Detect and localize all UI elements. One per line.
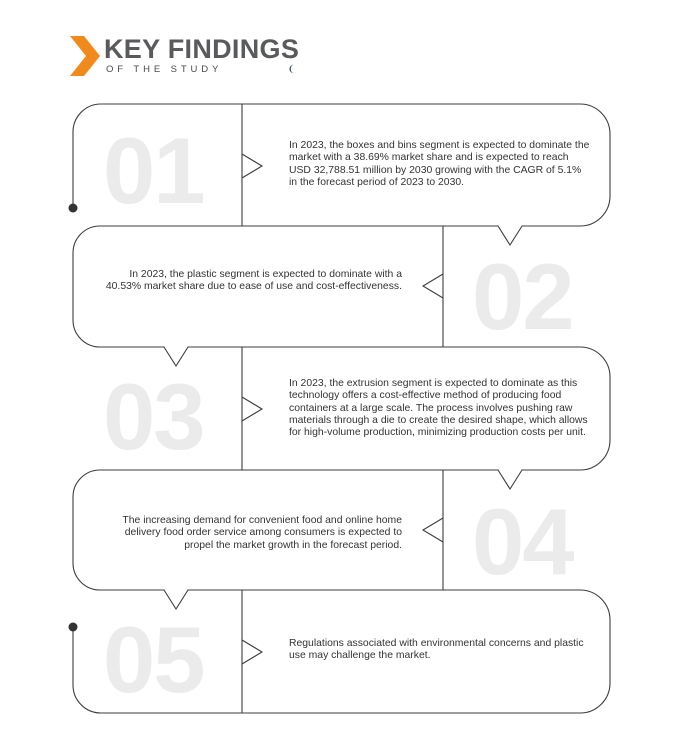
end-dot xyxy=(69,623,78,632)
finding-text-01: In 2023, the boxes and bins segment is expected to dominate the market with a 38.69% market share and is expected to reach USD 32,788.51 million by 2030 growing with the CAGR of 5.1% in the forecast period of 2023 to 2030. xyxy=(289,140,590,188)
finding-text-02: In 2023, the plastic segment is expected to dominate with a 40.53% market share due to ease of use and cost-effectiveness. xyxy=(105,269,402,293)
chevron-arrow xyxy=(423,518,443,542)
chevron-arrow xyxy=(423,274,443,298)
finding-number-01: 01 xyxy=(103,118,204,223)
page-title: KEY FINDINGS xyxy=(104,34,300,64)
finding-text-03: In 2023, the extrusion segment is expected to dominate as this technology offers a cost-effective method of producing food containers at a large scale. The process involves pushing raw materials through a die to create the desired shape, which allows for high-volume production, minimizing production costs per unit. xyxy=(289,378,588,439)
finding-number-03: 03 xyxy=(103,364,204,469)
finding-number-04: 04 xyxy=(472,489,573,594)
page-subtitle: OF THE STUDY xyxy=(106,64,223,75)
finding-number-02: 02 xyxy=(472,244,573,349)
chevron-arrow xyxy=(242,640,262,664)
start-dot xyxy=(69,204,78,213)
chevron-arrow xyxy=(242,154,262,178)
finding-number-05: 05 xyxy=(103,607,204,712)
chevron-arrow xyxy=(242,397,262,421)
finding-text-05: Regulations associated with environmental concerns and plastic use may challenge the market. xyxy=(289,638,584,662)
finding-text-04: The increasing demand for convenient food and online home delivery food order service among consumers is expected to propel the market growth in the forecast period. xyxy=(122,515,402,551)
